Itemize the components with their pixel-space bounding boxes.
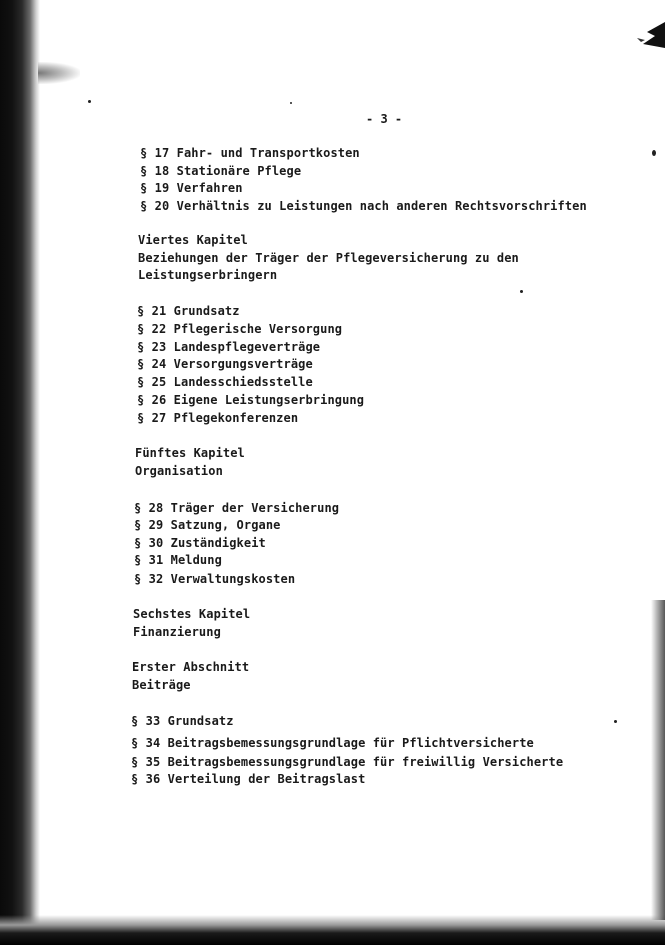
section-title: Erster Abschnitt xyxy=(132,660,250,674)
toc-item: § 18 Stationäre Pflege xyxy=(140,164,302,178)
chapter-title: Fünftes Kapitel xyxy=(135,446,245,460)
scan-border-left xyxy=(0,0,40,945)
scan-speck xyxy=(652,150,656,156)
chapter-title: Sechstes Kapitel xyxy=(133,607,251,621)
toc-item: § 22 Pflegerische Versorgung xyxy=(137,322,343,336)
toc-item: § 26 Eigene Leistungserbringung xyxy=(137,393,365,407)
chapter-subtitle: Leistungserbringern xyxy=(138,268,278,282)
chapter-subtitle: Beziehungen der Träger der Pflegeversicherung zu den xyxy=(138,251,519,265)
toc-item: § 35 Beitragsbemessungsgrundlage für freiwillig Versicherte xyxy=(131,755,564,769)
toc-item: § 27 Pflegekonferenzen xyxy=(137,411,299,425)
toc-item: § 17 Fahr- und Transportkosten xyxy=(140,146,360,160)
scan-speck xyxy=(614,720,617,723)
toc-item: § 29 Satzung, Organe xyxy=(134,518,281,532)
toc-item: § 21 Grundsatz xyxy=(137,304,240,318)
toc-item: § 32 Verwaltungskosten xyxy=(134,572,296,586)
toc-item: § 25 Landesschiedsstelle xyxy=(137,375,313,389)
page-number: - 3 - xyxy=(366,112,403,126)
toc-item: § 34 Beitragsbemessungsgrundlage für Pflichtversicherte xyxy=(131,736,534,750)
scan-speck xyxy=(520,290,523,293)
toc-item: § 28 Träger der Versicherung xyxy=(134,501,340,515)
toc-item: § 24 Versorgungsverträge xyxy=(137,357,313,371)
chapter-title: Viertes Kapitel xyxy=(138,233,248,247)
scan-border-bottom xyxy=(0,915,665,945)
section-subtitle: Beiträge xyxy=(132,678,191,692)
scan-corner-mark xyxy=(625,18,665,58)
scan-smudge xyxy=(38,62,80,84)
toc-item: § 30 Zuständigkeit xyxy=(134,536,266,550)
toc-item: § 19 Verfahren xyxy=(140,181,243,195)
scan-border-right xyxy=(651,600,665,920)
toc-item: § 33 Grundsatz xyxy=(131,714,234,728)
scan-speck xyxy=(290,102,292,104)
chapter-subtitle: Finanzierung xyxy=(133,625,221,639)
scan-speck xyxy=(88,100,91,103)
toc-item: § 36 Verteilung der Beitragslast xyxy=(131,772,366,786)
toc-item: § 31 Meldung xyxy=(134,553,222,567)
toc-item: § 23 Landespflegeverträge xyxy=(137,340,321,354)
toc-item: § 20 Verhältnis zu Leistungen nach anderen Rechtsvorschriften xyxy=(140,199,587,213)
chapter-subtitle: Organisation xyxy=(135,464,223,478)
